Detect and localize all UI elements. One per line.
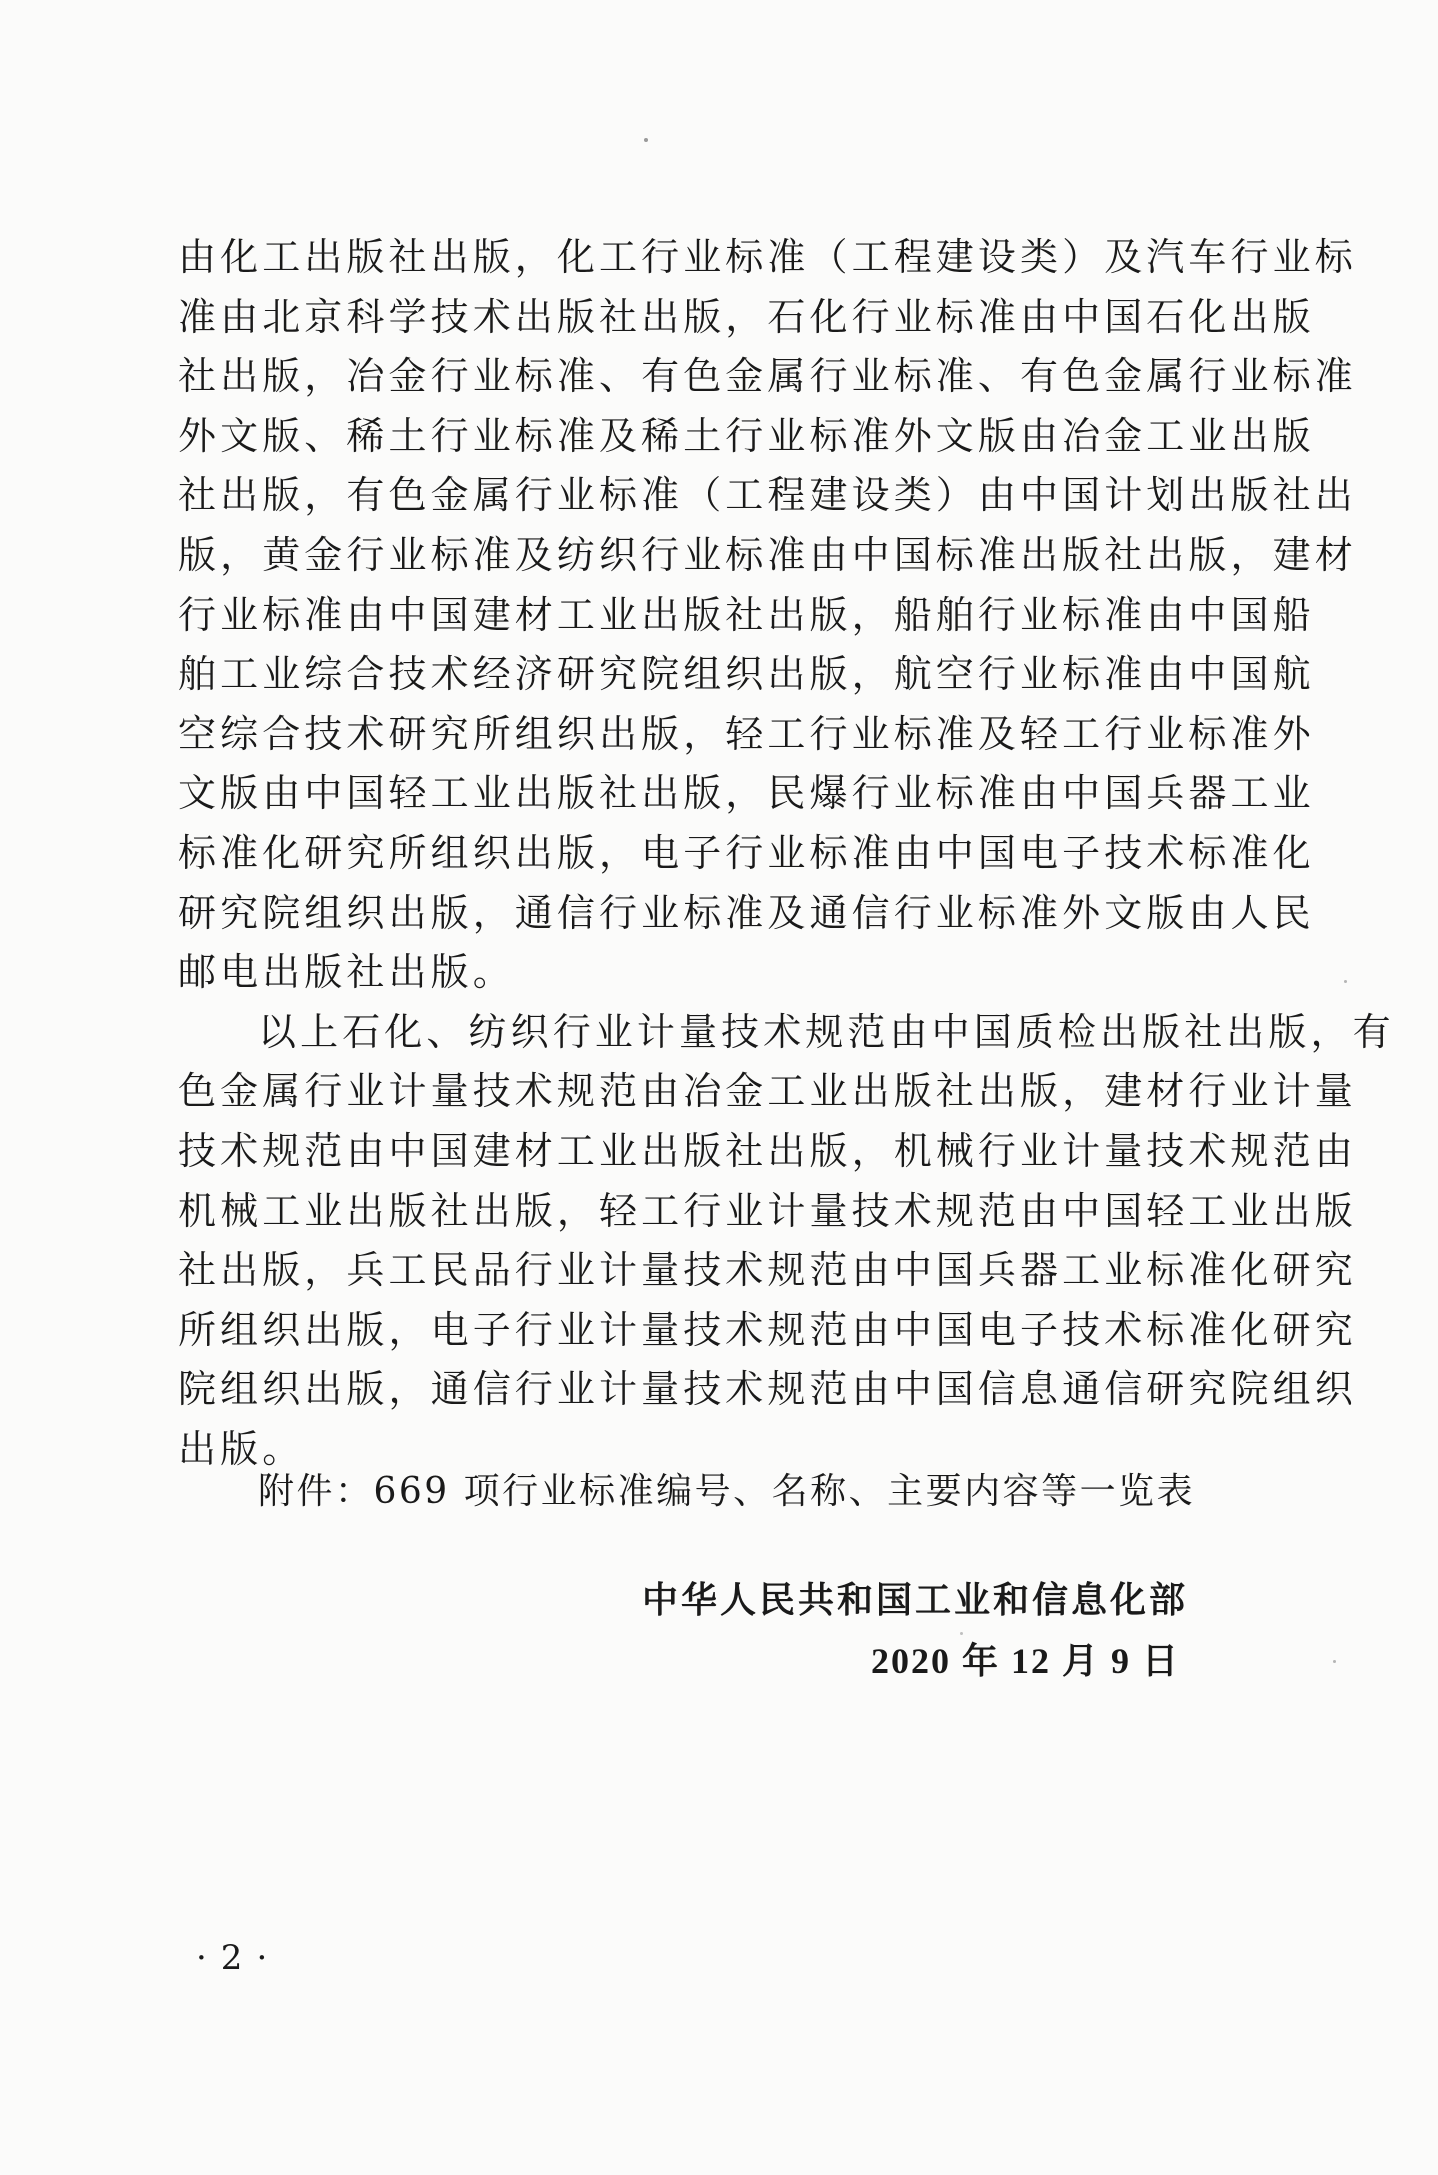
scan-speck (1333, 1660, 1336, 1663)
paragraph-line: 舶工业综合技术经济研究院组织出版，航空行业标准由中国航 (178, 652, 1315, 697)
paragraph-line: 版，黄金行业标准及纺织行业标准由中国标准出版社出版，建材 (178, 532, 1357, 577)
paragraph-line: 机械工业出版社出版，轻工行业计量技术规范由中国轻工业出版 (178, 1188, 1357, 1233)
paragraph-line: 以上石化、纺织行业计量技术规范由中国质检出版社出版，有 (258, 1009, 1395, 1054)
attachment-note: 附件：669 项行业标准编号、名称、主要内容等一览表 (258, 1471, 1196, 1512)
paragraph-line: 技术规范由中国建材工业出版社出版，机械行业计量技术规范由 (178, 1128, 1357, 1173)
page-number: ·2· (196, 1938, 282, 1978)
signature-block (642, 1572, 1188, 1692)
scan-speck (644, 138, 648, 142)
scan-speck (1344, 980, 1347, 983)
body-text (178, 228, 1395, 1479)
paragraph-line: 准由北京科学技术出版社出版，石化行业标准由中国石化出版 (178, 294, 1315, 339)
paragraph-line: 空综合技术研究所组织出版，轻工行业标准及轻工行业标准外 (178, 711, 1315, 756)
paragraph-line: 所组织出版，电子行业计量技术规范由中国电子技术标准化研究 (178, 1307, 1357, 1352)
issuing-organization: 中华人民共和国工业和信息化部 (641, 1580, 1188, 1621)
paragraph-line: 社出版，冶金行业标准、有色金属行业标准、有色金属行业标准 (178, 354, 1357, 399)
paragraph-line: 社出版，兵工民品行业计量技术规范由中国兵器工业标准化研究 (178, 1248, 1357, 1293)
paragraph-line: 文版由中国轻工业出版社出版，民爆行业标准由中国兵器工业 (178, 771, 1315, 816)
paragraph-line: 研究院组织出版，通信行业标准及通信行业标准外文版由人民 (178, 890, 1315, 935)
paragraph-line: 邮电出版社出版。 (178, 950, 515, 995)
paragraph-line: 外文版、稀土行业标准及稀土行业标准外文版由冶金工业出版 (178, 413, 1315, 458)
issue-date: 2020 年 12 月 9 日 (870, 1641, 1180, 1681)
paragraph-line: 行业标准由中国建材工业出版社出版，船舶行业标准由中国船 (178, 592, 1315, 637)
paragraph-line: 标准化研究所组织出版，电子行业标准由中国电子技术标准化 (178, 830, 1315, 875)
paragraph-line: 由化工出版社出版，化工行业标准（工程建设类）及汽车行业标 (178, 235, 1357, 279)
paragraph-line: 院组织出版，通信行业计量技术规范由中国信息通信研究院组织 (178, 1367, 1357, 1412)
paragraph-line: 出版。 (178, 1426, 305, 1471)
paragraph-line: 社出版，有色金属行业标准（工程建设类）由中国计划出版社出 (178, 473, 1357, 518)
paragraph-line: 色金属行业计量技术规范由冶金工业出版社出版，建材行业计量 (178, 1069, 1357, 1114)
